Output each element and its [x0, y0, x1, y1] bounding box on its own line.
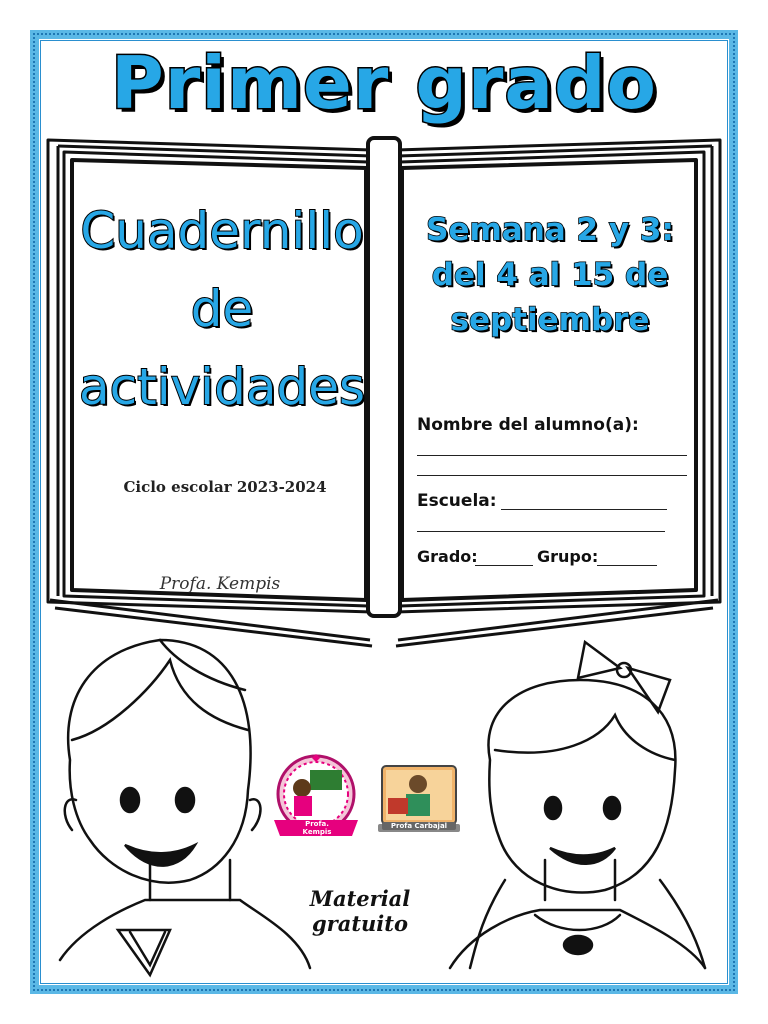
week-line1: Semana 2 y 3: [426, 212, 674, 248]
week-line3: septiembre [450, 302, 650, 338]
group-label: Grupo: [537, 547, 599, 566]
booklet-title-line2: de [190, 280, 254, 338]
page-title: Primer grado [110, 41, 658, 125]
booklet-title-line1: Cuadernillo [80, 202, 364, 260]
grade-field[interactable] [475, 565, 533, 566]
bow-icon [578, 642, 670, 712]
school-field[interactable] [501, 509, 667, 510]
girl-drawing [450, 642, 705, 968]
author-signature: Profa. Kempis [159, 574, 281, 594]
student-name-label: Nombre del alumno(a): [417, 415, 639, 435]
teacher-logo-2-label: Profa Carbajal [382, 822, 456, 830]
week-line2: del 4 al 15 de [431, 257, 669, 293]
school-label: Escuela: [417, 491, 497, 511]
grade-label: Grado: [417, 547, 478, 566]
week-heading [410, 208, 690, 343]
school-cycle: Ciclo escolar 2023-2024 [123, 478, 327, 496]
student-name-field[interactable] [417, 455, 687, 456]
booklet-title [72, 192, 372, 426]
group-field[interactable] [597, 565, 657, 566]
free-material-label: Material gratuito [309, 886, 411, 936]
teacher-logo-label: Profa. Kempis [302, 820, 332, 836]
school-field-2[interactable] [417, 531, 665, 532]
booklet-title-line3: actividades [78, 358, 366, 416]
student-name-field-2[interactable] [417, 475, 687, 476]
